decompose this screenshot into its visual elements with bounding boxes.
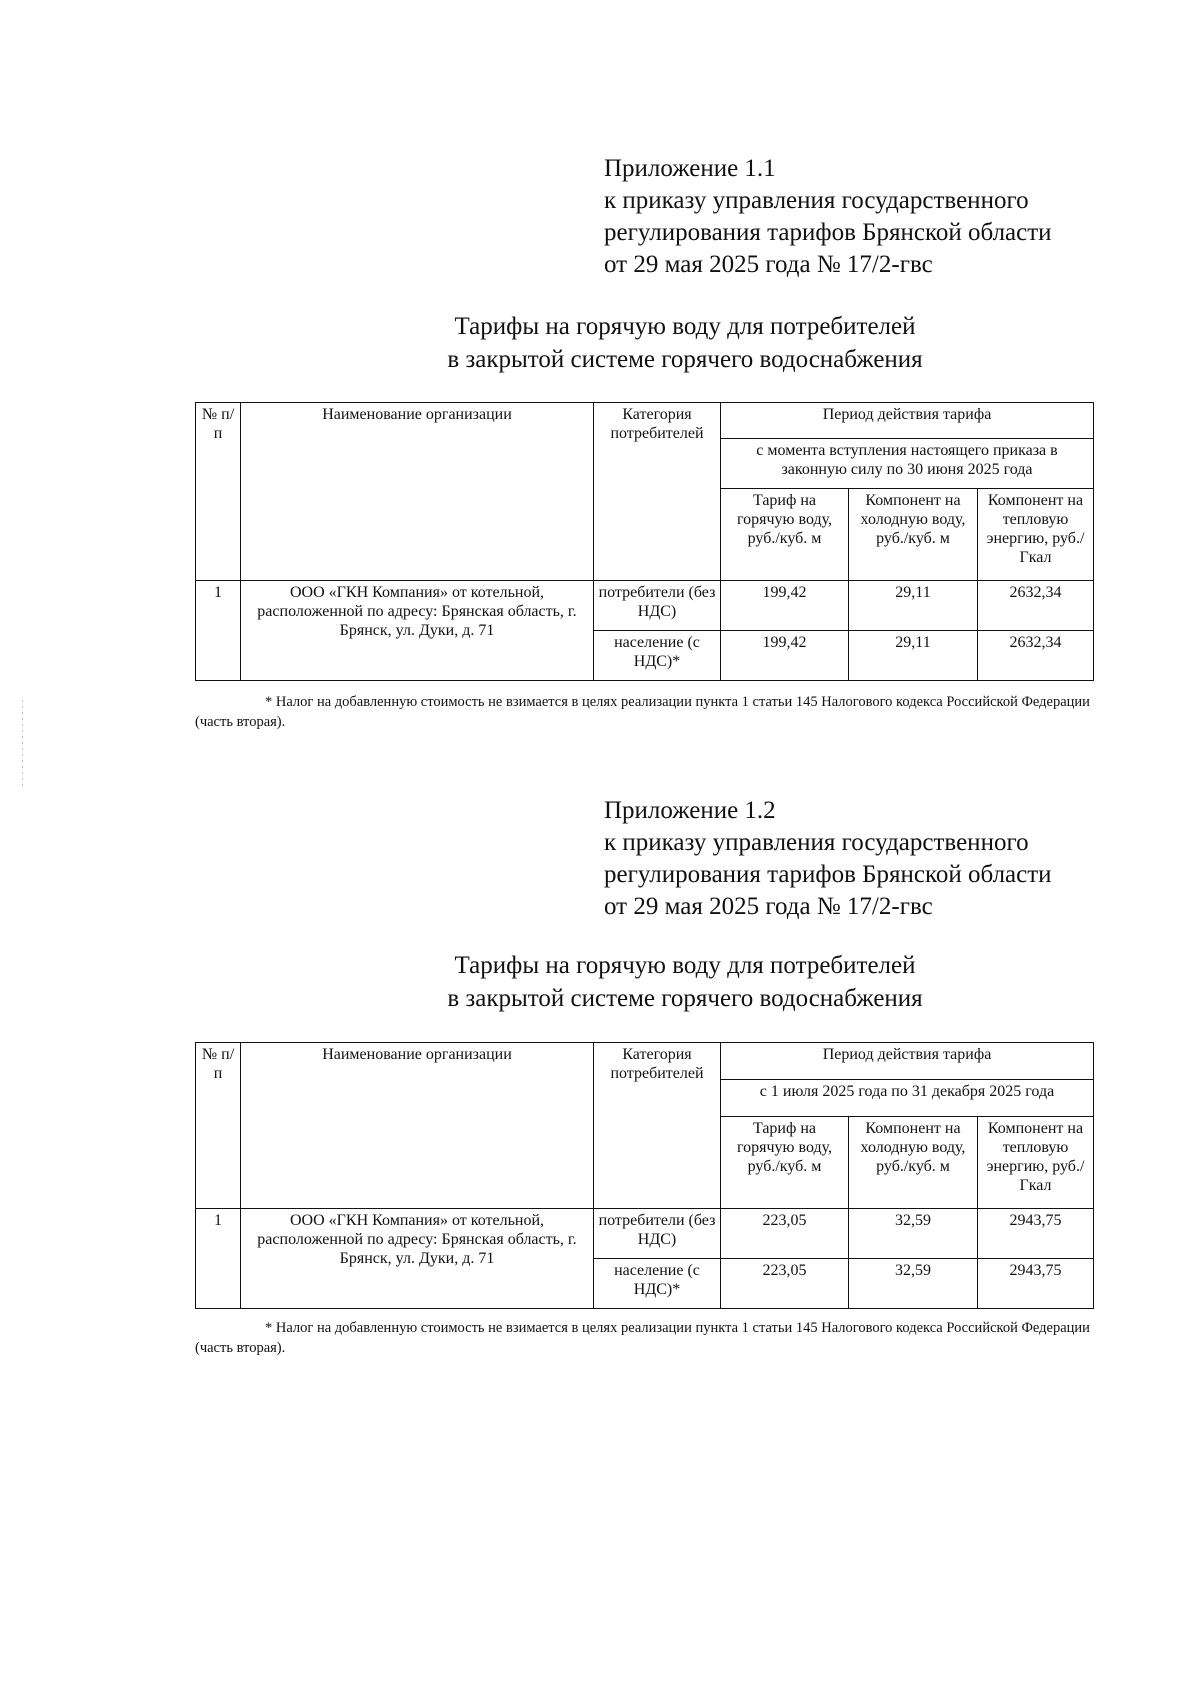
consumer-category: потребители (без НДС) [594, 1209, 721, 1259]
tariff-value: 199,42 [721, 581, 849, 631]
consumer-category: население (с НДС)* [594, 1259, 721, 1309]
tariff-value: 223,05 [721, 1259, 849, 1309]
tariff-value: 199,42 [721, 631, 849, 681]
table-title [0, 310, 1200, 376]
consumer-category: население (с НДС)* [594, 631, 721, 681]
header-tariff: Тариф на горячую воду, руб./куб. м [721, 1117, 849, 1209]
cold-water-value: 32,59 [849, 1259, 978, 1309]
period-range: с 1 июля 2025 года по 31 декабря 2025 года [721, 1080, 1094, 1117]
header-period: Период действия тарифа [721, 403, 1094, 439]
appendix-number: Приложение 1.2 [604, 797, 776, 824]
heat-energy-value: 2943,75 [978, 1259, 1094, 1309]
appendix-reference-line: к приказу управления государственного [604, 187, 1029, 214]
heat-energy-value: 2943,75 [978, 1209, 1094, 1259]
period-range: с момента вступления настоящего приказа в законную силу по 30 июня 2025 года [721, 439, 1094, 489]
cold-water-value: 32,59 [849, 1209, 978, 1259]
title-line: Тарифы на горячую воду для потребителей [454, 952, 916, 979]
header-heat-energy: Компонент на тепловую энергию, руб./Гкал [978, 1117, 1094, 1209]
header-cold-water: Компонент на холодную воду, руб./куб. м [849, 489, 978, 581]
organization-name: ООО «ГКН Компания» от котельной, расположенной по адресу: Брянская область, г. Брянск, ул. Дуки, д. 71 [241, 581, 594, 681]
header-organization: Наименование организации [241, 403, 594, 581]
appendix-reference-line: регулирования тарифов Брянской области [604, 861, 1052, 888]
footnote: * Налог на добавленную стоимость не взимается в целях реализации пункта 1 статьи 145 Налогового кодекса Российской Федерации (часть вторая). [195, 694, 1090, 730]
tariff-value: 223,05 [721, 1209, 849, 1259]
cold-water-value: 29,11 [849, 581, 978, 631]
appendix-order-date: от 29 мая 2025 года № 17/2-гвс [604, 893, 933, 920]
consumer-category: потребители (без НДС) [594, 581, 721, 631]
tariff-table [195, 1042, 1094, 1309]
appendix-header [604, 795, 1052, 923]
appendix-number: Приложение 1.1 [604, 155, 776, 182]
title-line: в закрытой системе горячего водоснабжения [447, 346, 923, 373]
footnote: * Налог на добавленную стоимость не взимается в целях реализации пункта 1 статьи 145 Налогового кодекса Российской Федерации (часть вторая). [195, 1320, 1090, 1356]
appendix-reference-line: регулирования тарифов Брянской области [604, 219, 1052, 246]
heat-energy-value: 2632,34 [978, 581, 1094, 631]
header-cold-water: Компонент на холодную воду, руб./куб. м [849, 1117, 978, 1209]
heat-energy-value: 2632,34 [978, 631, 1094, 681]
header-period: Период действия тарифа [721, 1043, 1094, 1080]
appendix-header [604, 153, 1052, 281]
appendix-reference-line: к приказу управления государственного [604, 829, 1029, 856]
header-category: Категория потребителей [594, 403, 721, 581]
header-organization: Наименование организации [241, 1043, 594, 1209]
table-title [0, 949, 1200, 1015]
header-category: Категория потребителей [594, 1043, 721, 1209]
title-line: Тарифы на горячую воду для потребителей [454, 313, 916, 340]
header-number: № п/п [196, 1043, 241, 1209]
header-number: № п/п [196, 403, 241, 581]
header-tariff: Тариф на горячую воду, руб./куб. м [721, 489, 849, 581]
row-number: 1 [196, 1209, 241, 1309]
tariff-table [195, 402, 1094, 681]
row-number: 1 [196, 581, 241, 681]
appendix-order-date: от 29 мая 2025 года № 17/2-гвс [604, 251, 933, 278]
organization-name: ООО «ГКН Компания» от котельной, расположенной по адресу: Брянская область, г. Брянск, ул. Дуки, д. 71 [241, 1209, 594, 1309]
header-heat-energy: Компонент на тепловую энергию, руб./Гкал [978, 489, 1094, 581]
title-line: в закрытой системе горячего водоснабжения [447, 985, 923, 1012]
cold-water-value: 29,11 [849, 631, 978, 681]
scan-margin-mark [22, 700, 23, 790]
